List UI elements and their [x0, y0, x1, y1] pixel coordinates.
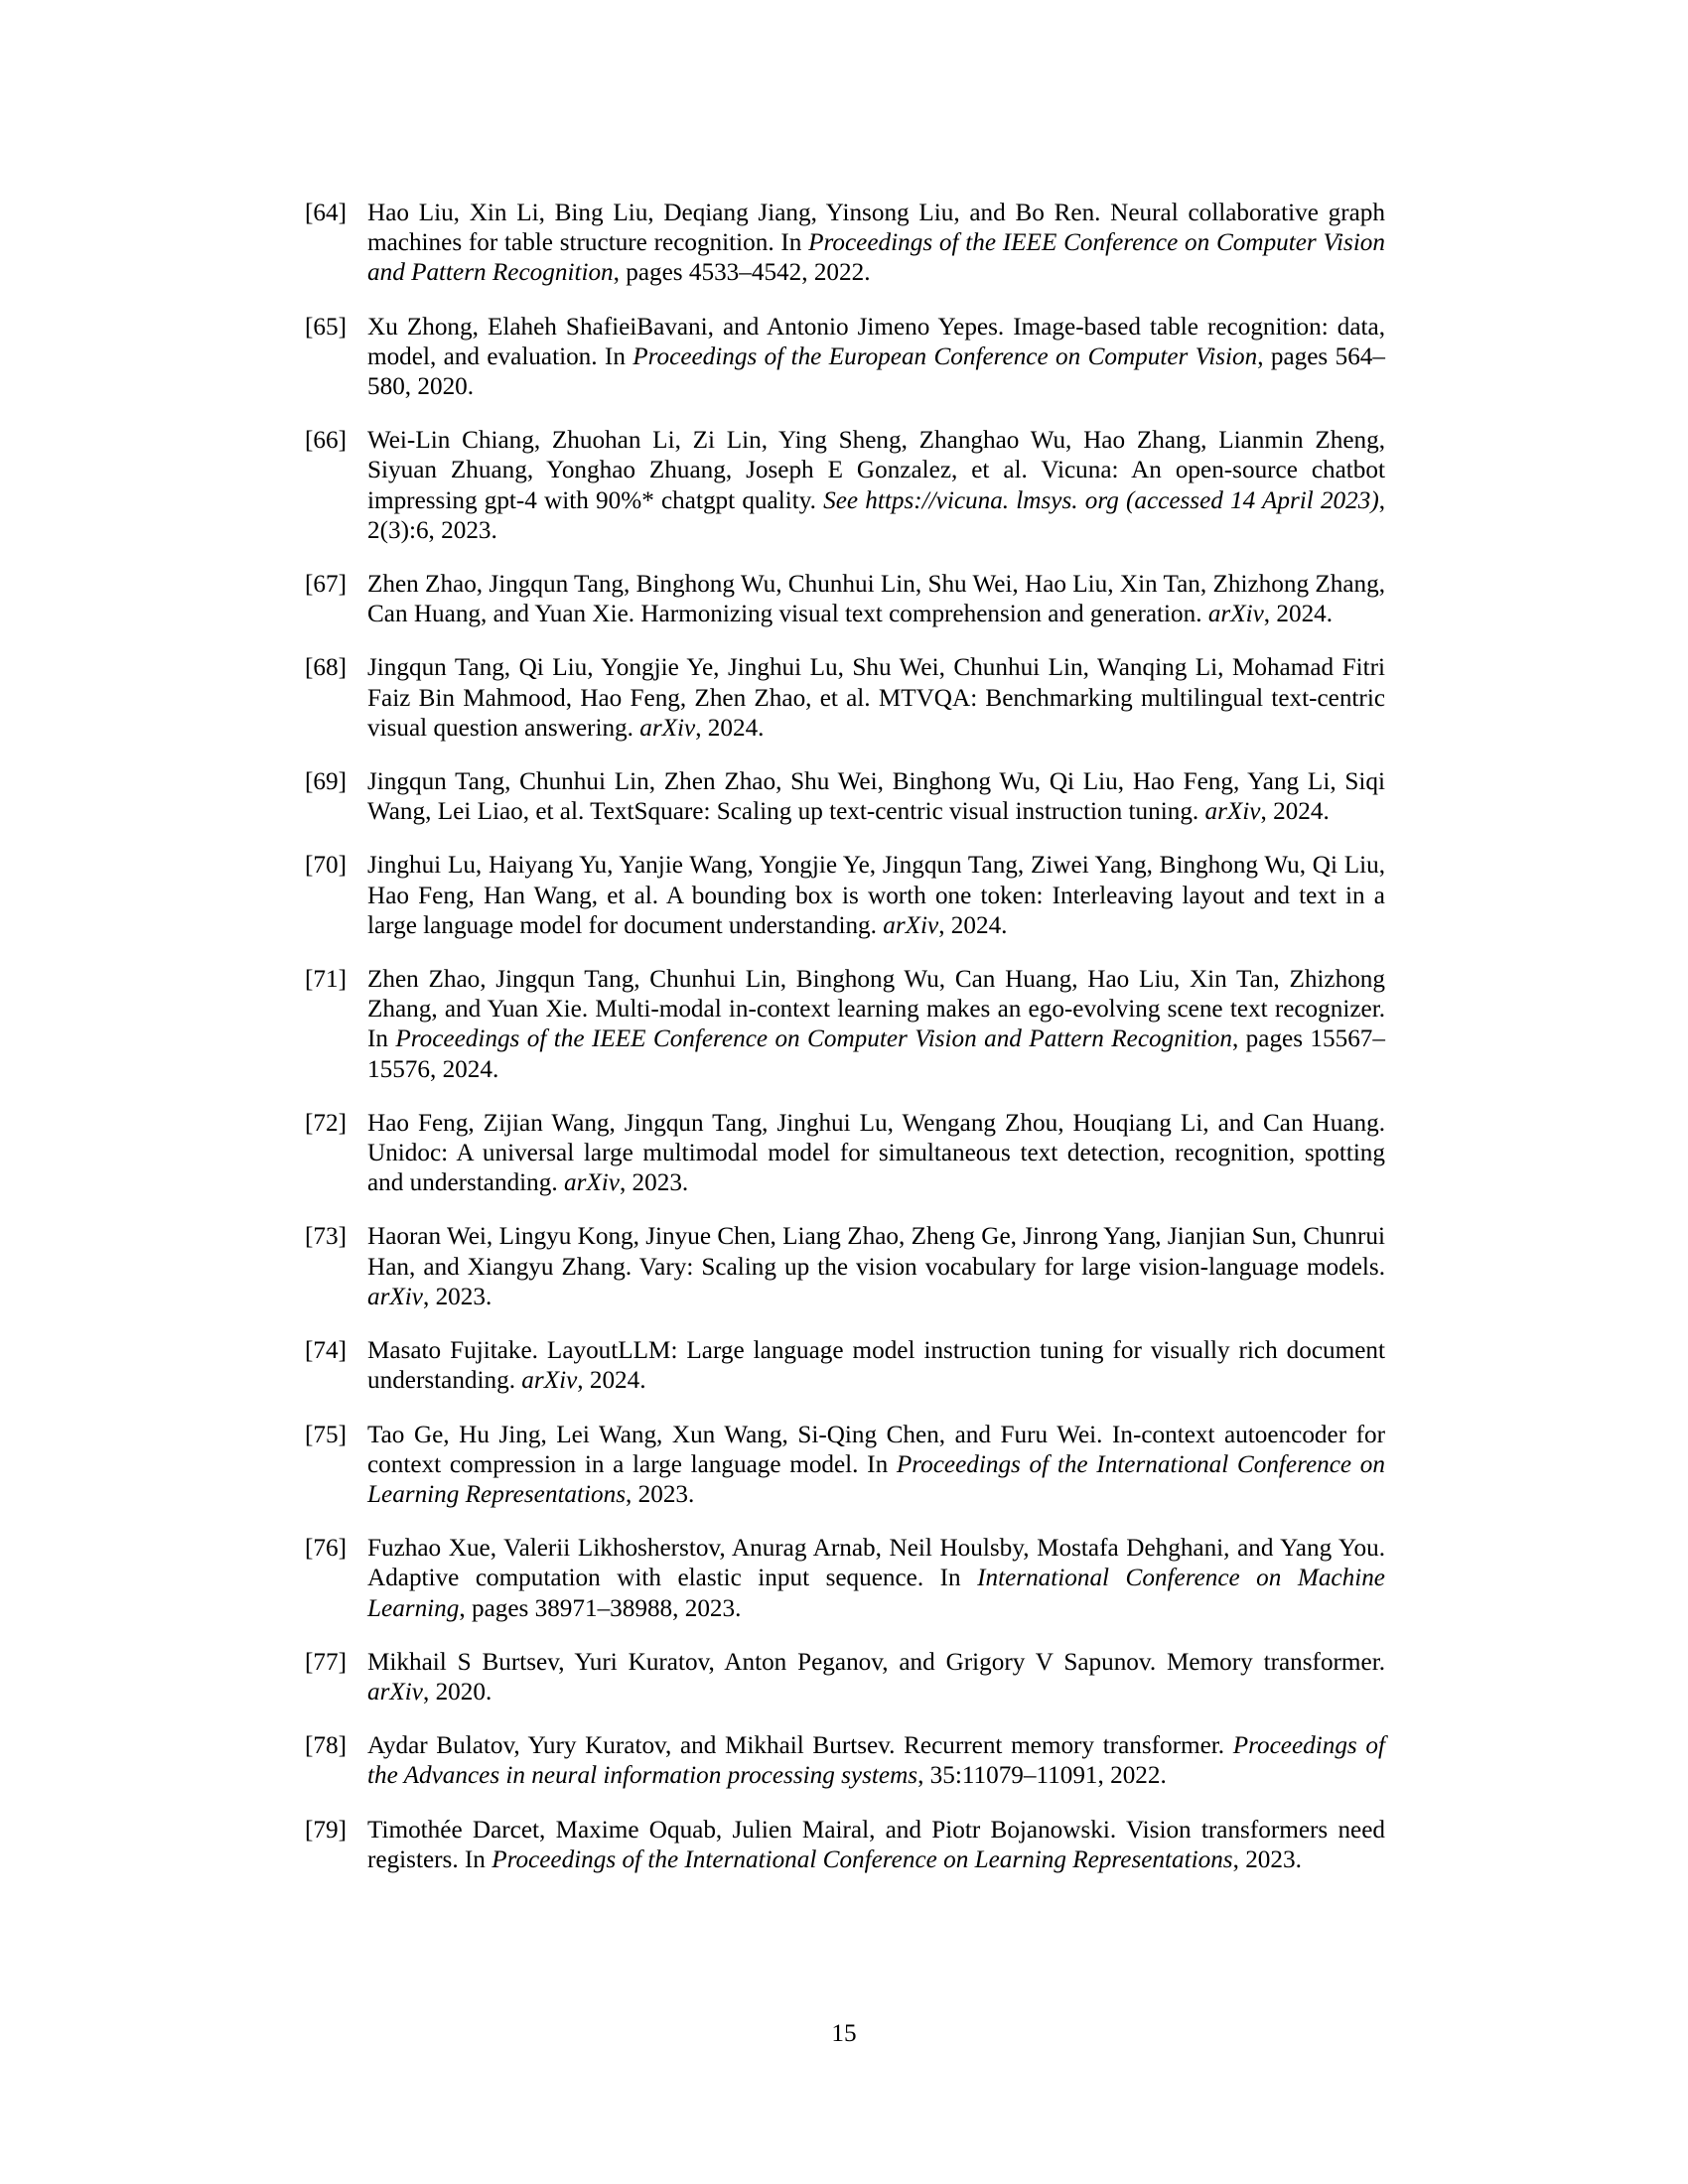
reference-number: [67]: [305, 571, 347, 599]
reference-entry: [305, 767, 1385, 827]
reference-text: [367, 570, 1385, 629]
reference-venue: arXiv: [1207, 601, 1264, 628]
reference-entry: [305, 1648, 1385, 1707]
reference-text: [367, 767, 1385, 827]
reference-venue: arXiv: [639, 714, 696, 742]
reference-number: [69]: [305, 768, 347, 796]
reference-segment: , 2023.: [626, 1480, 695, 1508]
reference-number: [76]: [305, 1535, 347, 1563]
reference-segment: Xu Zhong, Elaheh ShafieiBavani, and Antonio Jimeno Yepes. Image-based table recognition: data, model, and evaluation. In: [367, 313, 1385, 370]
reference-segment: , 2023.: [422, 1283, 492, 1310]
reference-entry: [305, 1222, 1385, 1312]
reference-segment: Fuzhao Xue, Valerii Likhosherstov, Anurag Arnab, Neil Houlsby, Mostafa Dehghani, and Yang You. Adaptive computation with elastic input sequence. In: [367, 1535, 1385, 1592]
reference-text: [367, 1336, 1385, 1396]
reference-segment: Timothée Darcet, Maxime Oquab, Julien Mairal, and Piotr Bojanowski. Vision transformers need registers. In: [367, 1816, 1385, 1873]
reference-venue: International Conference on Machine Learning: [367, 1565, 1385, 1622]
reference-text: [367, 199, 1385, 289]
reference-text: [367, 1731, 1385, 1791]
reference-text: [367, 851, 1385, 941]
reference-entry: [305, 1816, 1385, 1875]
reference-segment: Aydar Bulatov, Yury Kuratov, and Mikhail Burtsev. Recurrent memory transformer.: [367, 1732, 1233, 1760]
reference-venue: Proceedings of the International Conference on Learning Representations: [367, 1450, 1385, 1508]
reference-number: [68]: [305, 654, 347, 682]
reference-venue: arXiv: [563, 1169, 620, 1197]
reference-segment: , pages 564–580, 2020.: [367, 342, 1385, 401]
reference-venue: arXiv: [521, 1367, 578, 1395]
reference-number: [77]: [305, 1648, 347, 1676]
reference-text: [367, 1421, 1385, 1511]
reference-entry: [305, 965, 1385, 1085]
reference-venue: arXiv: [1204, 798, 1261, 826]
reference-entry: [305, 426, 1385, 546]
reference-venue: See https://vicuna. lmsys. org (accessed 14 April 2023): [823, 486, 1379, 514]
reference-segment: Masato Fujitake. LayoutLLM: Large language model instruction tuning for visually rich document understanding.: [367, 1337, 1385, 1395]
reference-entry: [305, 570, 1385, 629]
reference-venue: arXiv: [367, 1678, 423, 1706]
reference-venue: Proceedings of the IEEE Conference on Computer Vision and Pattern Recognition: [367, 229, 1385, 287]
reference-text: [367, 313, 1385, 403]
reference-entry: [305, 1534, 1385, 1624]
reference-segment: , 2020.: [422, 1678, 492, 1706]
reference-text: [367, 1109, 1385, 1199]
reference-segment: Zhen Zhao, Jingqun Tang, Binghong Wu, Chunhui Lin, Shu Wei, Hao Liu, Xin Tan, Zhizhong Zhang, Can Huang, and Yuan Xie. Harmonizing visual text comprehension and generation.: [367, 571, 1385, 628]
reference-number: [65]: [305, 313, 347, 341]
reference-venue: Proceedings of the European Conference on Computer Vision: [633, 342, 1258, 370]
reference-number: [79]: [305, 1816, 347, 1843]
reference-segment: Hao Liu, Xin Li, Bing Liu, Deqiang Jiang, Yinsong Liu, and Bo Ren. Neural collaborative graph machines for table structure recognition. In: [367, 200, 1385, 257]
reference-venue: Proceedings of the Advances in neural information processing systems: [367, 1732, 1385, 1790]
reference-segment: Tao Ge, Hu Jing, Lei Wang, Xun Wang, Si-Qing Chen, and Furu Wei. In-context autoencoder for context compression in a large language model. In: [367, 1421, 1385, 1478]
reference-number: [73]: [305, 1223, 347, 1251]
reference-segment: , 2023.: [619, 1169, 689, 1197]
reference-segment: , 2023.: [1232, 1845, 1302, 1873]
reference-number: [75]: [305, 1421, 347, 1448]
reference-entry: [305, 1336, 1385, 1396]
reference-segment: Hao Feng, Zijian Wang, Jingqun Tang, Jinghui Lu, Wengang Zhou, Houqiang Li, and Can Huang. Unidoc: A universal large multimodal model for simultaneous text detection, recognition, spotting and understanding.: [367, 1109, 1385, 1197]
reference-number: [74]: [305, 1337, 347, 1365]
reference-segment: , 2024.: [1260, 798, 1330, 826]
reference-text: [367, 1534, 1385, 1624]
reference-segment: , 2024.: [577, 1367, 646, 1395]
reference-segment: Mikhail S Burtsev, Yuri Kuratov, Anton Peganov, and Grigory V Sapunov. Memory transformer.: [367, 1648, 1385, 1676]
reference-entry: [305, 313, 1385, 403]
reference-text: [367, 653, 1385, 744]
reference-number: [71]: [305, 966, 347, 994]
reference-segment: , 2024.: [695, 714, 765, 742]
reference-entry: [305, 1421, 1385, 1511]
reference-entry: [305, 199, 1385, 289]
reference-segment: , 2024.: [938, 911, 1008, 939]
reference-entry: [305, 851, 1385, 941]
reference-text: [367, 1648, 1385, 1707]
reference-segment: , pages 15567–15576, 2024.: [367, 1025, 1385, 1083]
reference-text: [367, 426, 1385, 546]
reference-segment: , pages 38971–38988, 2023.: [459, 1594, 742, 1622]
reference-segment: Zhen Zhao, Jingqun Tang, Chunhui Lin, Binghong Wu, Can Huang, Hao Liu, Xin Tan, Zhizhong Zhang, and Yuan Xie. Multi-modal in-context learning makes an ego-evolving scene text recognizer. In: [367, 966, 1385, 1053]
reference-text: [367, 965, 1385, 1085]
reference-segment: , 35:11079–11091, 2022.: [917, 1762, 1167, 1790]
reference-entry: [305, 1109, 1385, 1199]
reference-venue: Proceedings of the International Conference on Learning Representations: [492, 1845, 1233, 1873]
reference-number: [70]: [305, 852, 347, 880]
reference-entry: [305, 653, 1385, 744]
reference-segment: , 2024.: [1263, 601, 1334, 628]
reference-number: [78]: [305, 1732, 347, 1760]
reference-entry: [305, 1731, 1385, 1791]
reference-venue: arXiv: [367, 1283, 423, 1310]
reference-venue: arXiv: [883, 911, 939, 939]
reference-segment: Jingqun Tang, Qi Liu, Yongjie Ye, Jinghui Lu, Shu Wei, Chunhui Lin, Wanqing Li, Mohamad Fitri Faiz Bin Mahmood, Hao Feng, Zhen Zhao, et al. MTVQA: Benchmarking multilingual text-centric visual question answering.: [367, 654, 1385, 742]
reference-number: [72]: [305, 1109, 347, 1137]
reference-number: [64]: [305, 200, 347, 226]
reference-text: [367, 1816, 1385, 1875]
reference-segment: Jinghui Lu, Haiyang Yu, Yanjie Wang, Yongjie Ye, Jingqun Tang, Ziwei Yang, Binghong Wu, Qi Liu, Hao Feng, Han Wang, et al. A bounding box is worth one token: Interleaving layout and text in a large language model for document understanding.: [367, 852, 1385, 939]
reference-segment: Jingqun Tang, Chunhui Lin, Zhen Zhao, Shu Wei, Binghong Wu, Qi Liu, Hao Feng, Yang Li, Siqi Wang, Lei Liao, et al. TextSquare: Scaling up text-centric visual instruction tuning.: [367, 768, 1385, 826]
reference-segment: Wei-Lin Chiang, Zhuohan Li, Zi Lin, Ying Sheng, Zhanghao Wu, Hao Zhang, Lianmin Zheng, Siyuan Zhuang, Yonghao Zhuang, Joseph E Gonzalez, et al. Vicuna: An open-source chatbot impressing gpt-4 with 90%* chatgpt quality.: [367, 427, 1385, 514]
reference-segment: , pages 4533–4542, 2022.: [613, 259, 871, 287]
reference-list: [305, 199, 1385, 1899]
reference-segment: , 2(3):6, 2023.: [367, 486, 1386, 544]
reference-segment: Haoran Wei, Lingyu Kong, Jinyue Chen, Liang Zhao, Zheng Ge, Jinrong Yang, Jianjian Sun, Chunrui Han, and Xiangyu Zhang. Vary: Scaling up the vision vocabulary for large vision-language models.: [367, 1223, 1385, 1281]
reference-text: [367, 1222, 1385, 1312]
reference-number: [66]: [305, 427, 347, 455]
reference-venue: Proceedings of the IEEE Conference on Computer Vision and Pattern Recognition: [395, 1025, 1232, 1053]
page-number: 15: [831, 2020, 857, 2047]
